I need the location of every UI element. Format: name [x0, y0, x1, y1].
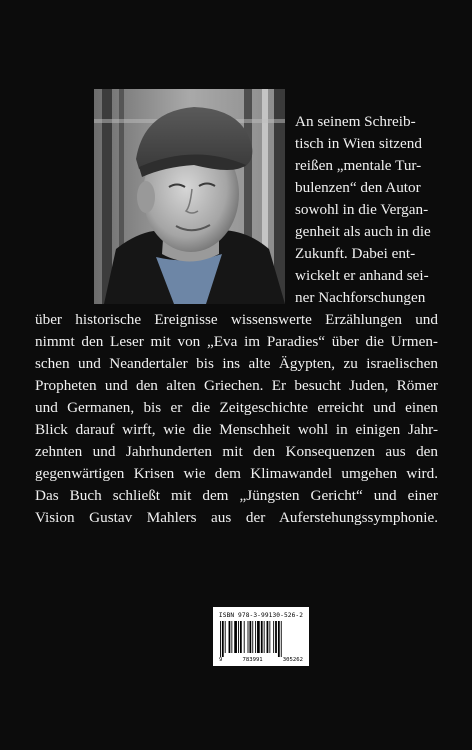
blurb-line: zehnten und Jahrhunderten mit den Konsequenzen aus den	[35, 443, 438, 460]
barcode-bar	[278, 621, 280, 657]
barcode-bar	[248, 621, 249, 653]
blurb-line: genheit als auch in die	[295, 223, 431, 240]
blurb-line: über historische Ereignisse wissenswerte Erzählungen und	[35, 311, 438, 328]
barcode-digits-right: 305262	[282, 657, 303, 663]
barcode-bar	[281, 621, 282, 657]
barcode-bar	[220, 621, 221, 657]
blurb-line: und Germanen, bis er die Zeitgeschichte erreicht und einen	[35, 399, 438, 416]
blurb-line: schen und Neandertaler bis ins alte Ägypten, zu israelischen	[35, 355, 438, 372]
blurb-line: sowohl in die Vergan-	[295, 201, 429, 218]
barcode-bar	[267, 621, 269, 653]
barcode-bar	[222, 621, 224, 657]
barcode-bar	[234, 621, 237, 653]
barcode-digit-prefix: 9	[219, 657, 223, 663]
barcode-bar	[244, 621, 245, 653]
blurb-line: gegenwärtigen Krisen wie dem Klimawandel umgehen wird.	[35, 465, 438, 482]
barcode-bar	[252, 621, 253, 653]
blurb-line: Zukunft. Dabei ent-	[295, 245, 416, 262]
blurb-line: nimmt den Leser mit von „Eva im Paradies“ über die Urmen-	[35, 333, 438, 350]
blurb-line: An seinem Schreib-	[295, 113, 416, 130]
barcode-bars	[218, 621, 304, 657]
barcode-bar	[229, 621, 231, 653]
barcode-bar	[273, 621, 274, 653]
isbn-barcode	[213, 607, 309, 666]
barcode-bar	[255, 621, 256, 653]
barcode-bar	[261, 621, 263, 653]
barcode-digits	[218, 657, 304, 663]
barcode-bar	[257, 621, 260, 653]
blurb-line: Vision Gustav Mahlers aus der Auferstehungssymphonie.	[35, 509, 438, 526]
barcode-bar	[249, 621, 251, 653]
blurb-line: ner Nachforschungen	[295, 289, 426, 306]
blurb-line: reißen „mentale Tur-	[295, 157, 422, 174]
author-photo	[94, 89, 285, 304]
barcode-bar	[240, 621, 242, 653]
barcode-bar	[269, 621, 270, 653]
isbn-label: ISBN 978-3-99130-526-2	[218, 612, 304, 619]
barcode-bar	[238, 621, 239, 653]
blurb-line: Das Buch schließt mit dem „Jüngsten Gericht“ und einer	[35, 487, 438, 504]
blurb-line: Propheten und den alten Griechen. Er besucht Juden, Römer	[35, 377, 438, 394]
barcode-bar	[275, 621, 277, 653]
blurb-line: Blick darauf wirft, wie die Menschheit wohl in einigen Jahr-	[35, 421, 438, 438]
barcode-bar	[225, 621, 226, 653]
barcode-bar	[264, 621, 265, 653]
blurb-line: tisch in Wien sitzend	[295, 135, 422, 152]
blurb-line: bulenzen“ den Autor	[295, 179, 421, 196]
blurb-line: wickelt er anhand sei-	[295, 267, 429, 284]
barcode-bar	[231, 621, 232, 653]
barcode-digits-left: 783991	[242, 657, 263, 663]
author-portrait-image	[94, 89, 285, 304]
